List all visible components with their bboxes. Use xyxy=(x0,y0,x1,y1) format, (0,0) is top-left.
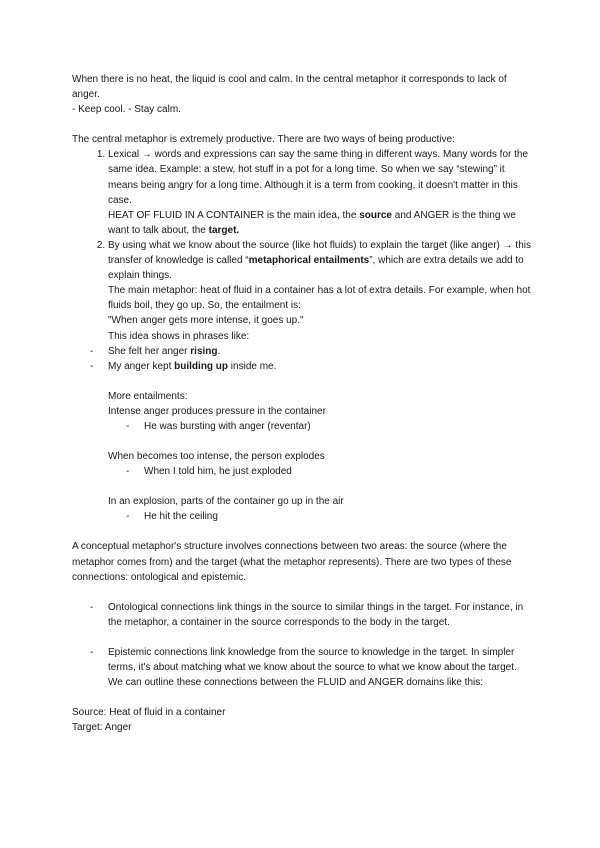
outline-source: Source: Heat of fluid in a container xyxy=(72,707,226,719)
productive-intro: The central metaphor is extremely productive. There are two ways of being productive: xyxy=(72,134,455,146)
phrase-building-up: - My anger kept building up inside me. xyxy=(72,359,532,374)
intro-paragraph: When there is no heat, the liquid is cool and calm. In the central metaphor it corresponds to lack of anger. xyxy=(72,74,507,101)
phrases-intro: This idea shows in phrases like: xyxy=(108,330,250,342)
entailment-explodes: When becomes too intense, the person explodes xyxy=(108,451,325,463)
list-item-lexical xyxy=(108,147,532,238)
phrase-rising: - She felt her anger rising. xyxy=(72,344,532,359)
entailments-text: 2. By using what we know about the source (like hot fluids) to explain the target (like anger) → this transfer of knowledge is called “metaphorical entailments”, which are extra details we add to explain things. xyxy=(108,239,531,282)
metaphorical-entailments-term: metaphorical entailments xyxy=(248,255,370,267)
entailment-quote: "When anger gets more intense, it goes up." xyxy=(108,315,304,327)
epistemic-item: - Epistemic connections link knowledge from the source to knowledge in the target. In simpler terms, it's about matching what we know about the source to what we know about the target. We can outline these connections between the FLUID and ANGER domains like this: xyxy=(72,645,532,690)
productive-list xyxy=(72,147,532,343)
source-term: source xyxy=(359,209,392,221)
entailment-explosion: In an explosion, parts of the container go up in the air xyxy=(108,496,344,508)
entailment-explosion-example: - He hit the ceiling xyxy=(72,509,532,524)
lexical-main-idea: HEAT OF FLUID IN A CONTAINER is the main idea, the source and ANGER is the thing we want to talk about, the target. xyxy=(108,209,516,236)
document-page xyxy=(72,72,532,735)
entailment-explodes-example: - When I told him, he just exploded xyxy=(72,464,532,479)
entailments-heading: More entailments: xyxy=(108,390,188,402)
list-item-entailments xyxy=(108,238,532,344)
lexical-text: 1. Lexical → words and expressions can say the same thing in different ways. Many words for the same idea. Example: a stew, hot stuff in a pot for a long time. So when we say “stewing” it means being angry for a long time. Although it is a term from cooking, it doesn't matter in this case. xyxy=(108,149,529,206)
ontological-item: - Ontological connections link things in the source to similar things in the target. For instance, in the metaphor, a container in the source corresponds to the body in the target. xyxy=(72,600,532,630)
entailment-pressure: Intense anger produces pressure in the container xyxy=(108,405,326,417)
main-metaphor-text: The main metaphor: heat of fluid in a container has a lot of extra details. For example, when hot fluids boil, they go up. So, the entailment is: xyxy=(108,285,531,312)
target-term: target. xyxy=(208,224,240,236)
outline-target: Target: Anger xyxy=(72,722,132,734)
intro-examples: - Keep cool. - Stay calm. xyxy=(72,104,181,116)
structure-paragraph: A conceptual metaphor's structure involves connections between two areas: the source (where the metaphor comes from) and the target (what the metaphor represents). There are two types of these connections: ontological and epistemic. xyxy=(72,541,512,583)
entailment-pressure-example: - He was bursting with anger (reventar) xyxy=(72,419,532,434)
